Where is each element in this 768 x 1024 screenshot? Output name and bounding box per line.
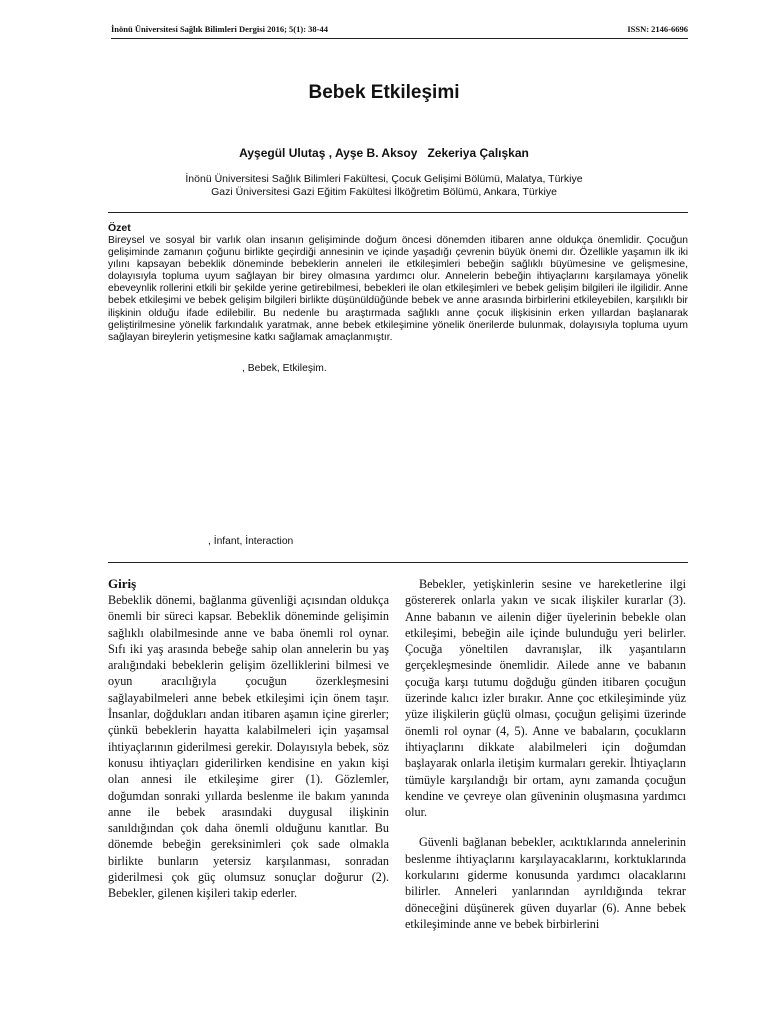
author-list: Ayşegül Ulutaş , Ayşe B. Aksoy Zekeriya Çalışkan: [239, 146, 529, 160]
left-column: [108, 576, 389, 902]
article-title: Bebek Etkileşimi: [308, 82, 460, 103]
issn: ISSN: 2146-6696: [627, 24, 688, 34]
journal-citation: İnönü Üniversitesi Sağlık Bilimleri Dergisi 2016; 5(1): 38-44: [111, 24, 328, 34]
header-divider: [111, 38, 688, 39]
abstract-heading: Özet: [108, 222, 131, 234]
intro-paragraph-right-1: Bebekler, yetişkinlerin sesine ve hareketlerine ilgi göstererek onlarla yakın ve sıcak ilişkiler kurarlar (3). Anne babanın ve ailenin diğer üyelerinin bebekle olan etkileşimi, bebeğin aile içinde bulunduğu yeri belirler. Çocuğa yöneltilen davranışlar, ilk yaşantıların gerçekleşmesinde önemlidir. Ailede anne ve babanın çocuğa karşı tutumu doğduğu günden itibaren çocuğun üzerinde kalıcı izler bırakır. Anne çoc etkileşiminde yüz yüze ilişkilerin güçlü olması, çocuğun gelişimi üzerinde önemli rol oynar (4, 5). Anne ve babaların, çocukların ihtiyaçlarını dikkate alabilmeleri için doğumdan başlayarak onlarla iletişim kurmaları gerekir. İhtiyaçların tümüyle karşılandığı bir ortam, aynı zamanda çocuğun kendine ve çevreye olan güveninin oluşmasına yardımcı olur.: [405, 577, 686, 820]
english-keywords: , İnfant, İnteraction: [208, 536, 294, 547]
running-header: [111, 24, 688, 38]
section-heading-intro: Giriş: [108, 576, 137, 591]
affiliation-2: Gazi Üniversitesi Gazi Eğitim Fakültesi İlköğretim Bölümü, Ankara, Türkiye: [211, 186, 557, 198]
right-column: [405, 576, 686, 932]
intro-paragraph-right-2: Güvenli bağlanan bebekler, acıktıklarında annelerinin beslenme ihtiyaçlarını karşılayacaklarını, korktuklarında korkularını giderme konusunda yardımcı olacaklarını bilirler. Anneleri yanlarından ayrıldığında tekrar döneceğini düşünerek güven duyarlar (6). Anne bebek etkileşiminde anne ve bebek birbirlerini: [405, 835, 686, 931]
abstract-keywords: , Bebek, Etkileşim.: [242, 363, 327, 374]
intro-paragraph-left: Bebeklik dönemi, bağlanma güvenliği açısından oldukça önemli bir süreci kapsar. Bebeklik döneminde gelişimin sağlıklı olabilmesinde anne ve baba önemli rol oynar. Sıfı iki yaş arasında bebeğe sahip olan annelerin bu yaş aralığındaki bebeklerin gelişim özelliklerini bilmesi ve oyun aracılığıyla çocuğun özerkleşmesini sağlayabilmeleri anne bebek etkileşimi için önem taşır. İnsanlar, doğdukları andan itibaren aşamın içine girerler; çünkü bebeklerin hayatta kalabilmeleri için yaşamsal ihtiyaçlarının giderilmesi gerekir. Dolayısıyla bebek, söz konusu ihtiyaçları giderilirken kendisine en yakın kişi olan annesi ile etkileşime girer (1). Gözlemler, doğumdan sonraki yıllarda beslenme ile bakım yanında anne ile bebek arasındaki duygusal ilişkinin sanıldığından çok daha önemli olduğunu kanıtlar. Bu dönemde bebeğin gereksinimleri çok sade olmakla birlikte bunların yetersiz karşılanması, sonradan giderilmesi çok güç olumsuz sonuçlar doğurur (2). Bebekler, gilenen kişileri takip ederler.: [108, 593, 389, 901]
abstract-top-divider: [108, 212, 688, 213]
abstract-bottom-divider: [108, 562, 688, 563]
abstract-body: Bireysel ve sosyal bir varlık olan insanın gelişiminde doğum öncesi dönemden itibaren anne oldukça önemlidir. Çocuğun gelişiminde zamanın çoğunu birlikte geçirdiği annesinin ve içinde yaşadığı çevrenin büyük önemi dır. Özellikle yaşamın ilk iki yılını kapsayan bebeklik döneminde bebeklerin anneleri ile etkileşimleri bebeğin sağlıklı büyümesine ve gelişmesine, dolayısıyla topluma uyum sağlayan bir birey olmasına yardımcı olur. Annelerin bebeğin ihtiyaçlarını karşılamaya yönelik ebeveynlik rollerini etkili bir şekilde yerine getirebilmesi, bebekleri ile olan etkileşimleri ve bebek gelişim bilgileri ile ilgilidir. Anne bebek etkileşimi ve bebek gelişim bilgileri birlikte düşünüldüğünde bebek ve anne arasında birbirlerini etkileyebilen, karşılıklı bir ilişkinin olduğu ifade edilebilir. Bu nedenle bu araştırmada sağlıklı anne çocuk ilişkisinin erken yıllardan başlanarak geliştirilmesine yönelik farkındalık yaratmak, anne bebek etkileşimine yönelik önerilerde bulunmak, dolayısıyla topluma uyum sağlayan bireylerin yetişmesine katkı sağlamak amaçlanmıştır.: [108, 235, 688, 343]
affiliation-1: İnönü Üniversitesi Sağlık Bilimleri Fakültesi, Çocuk Gelişimi Bölümü, Malatya, Türkiye: [185, 173, 583, 185]
